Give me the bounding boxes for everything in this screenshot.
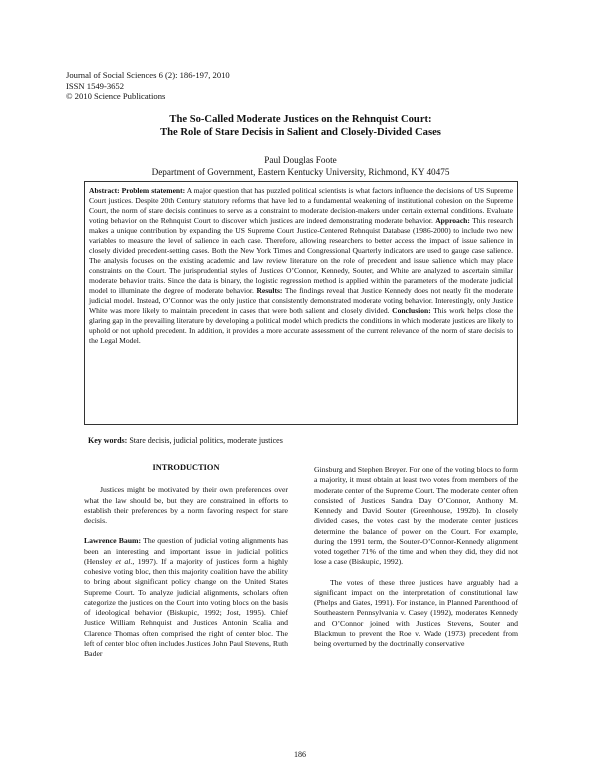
title-line-1: The So-Called Moderate Justices on the Rehnquist Court: [169, 114, 432, 125]
author-block [66, 154, 535, 178]
paragraph-text-continued: , 1997). If a majority of justices form a highly cohesive voting bloc, then this majority coalition have the ability to bring about significant policy change on the United States Supreme Court. To analyze judicial alignments, scholars often categorize the justices on the Court into voting blocs on the basis of ideological behavior (Biskupic, 1992; Jost, 1995). Chief Justice William Rehnquist and Justices Antonin Scalia and Clarence Thomas often comprised the right of center bloc. The left of center bloc often includes Justices John Paul Stevens, Ruth Bader [84, 556, 288, 658]
keywords-text: Stare decisis, judicial politics, moderate justices [129, 436, 283, 445]
body-column-left [84, 463, 288, 659]
keywords-label: Key words: [88, 436, 128, 445]
abstract-box [84, 181, 518, 425]
approach-label: Approach: [435, 216, 470, 225]
paper-title [66, 113, 535, 139]
body-paragraph [84, 536, 288, 659]
paragraph-lead: Lawrence Baum: [84, 536, 142, 546]
journal-citation: Journal of Social Sciences 6 (2): 186-197, 2010 [66, 70, 230, 80]
problem-statement-text: A major question that has puzzled political scientists is what factors influence the decisions of US Supreme Court justices. Despite 20th Century statutory reforms that have led to a fundamental weakening of institutional cohesion on the Supreme Court, the norm of stare decisis continues to serve as a constraint to moderate decision-makers under certain external conditions. Evaluate voting behavior on the Rehnquist Court to discover which justices are indeed demonstrating moderate behavior. [89, 186, 513, 225]
abstract-label: Abstract: [89, 186, 120, 195]
abstract-text [89, 186, 513, 346]
body-paragraph: Ginsburg and Stephen Breyer. For one of the voting blocs to form a majority, it must obtain at least two votes from members of the moderate center of the Supreme Court. The moderate center often consisted of Justices Sandra Day O’Connor, Anthony M. Kennedy and David Souter (Greenhouse, 1992b). In closely divided cases, the votes cast by the moderate center justices determine the balance of power on the Court. For example, during the 1991 term, the Souter-O’Connor-Kennedy alignment voted together 71% of the time and when they did, they did not lose a case (Biskupic, 1992). [314, 465, 518, 567]
problem-statement-label: Problem statement: [121, 186, 186, 195]
epigraph-paragraph: Justices might be motivated by their own preferences over what the law should be, but they are constrained in efforts to establish their preferences by a norm favoring respect for stare decisis. [84, 485, 288, 525]
body-paragraph: The votes of these three justices have arguably had a significant impact on the interpretation of constitutional law (Phelps and Gates, 1991). For instance, in Planned Parenthood of Southeastern Pennsylvania v. Casey (1992), moderates Kennedy and O’Connor joined with Justices Stevens, Souter and Blackmun to prevent the Roe v. Wade (1973) precedent from being overturned by the doctrinally conservative [314, 577, 518, 648]
journal-header [66, 70, 230, 102]
journal-issn: ISSN 1549-3652 [66, 80, 125, 91]
body-column-right [314, 465, 518, 649]
approach-text: This research makes a unique contribution by expanding the US Supreme Court Justice-Centered Rehnquist Database (1986-2000) to include two new variables to measure the level of salience in each case. Therefore, allowing researchers to better access the impact of issue salience in closely divided precedent-setting cases. Both the New York Times and Congressional Quarterly indicators are used to gauge case salience. The analysis focuses on the existing academic and law review literature on the role of precedent and issue salience which may place constraints on the Court. The jurisprudential styles of Justices O’Connor, Kennedy, Souter, and White are analyzed to ascertain similar moderate behavior traits. Since the data is binary, the logistic regression method is applied within the parameters of the moderate judicial model to illuminate the degree of moderate behavior. [89, 216, 513, 295]
keywords [88, 436, 283, 445]
paragraph-text: The question of judicial voting alignments has been an interesting and important issue in judicial politics (Hensley [84, 536, 288, 566]
results-label: Results: [256, 286, 283, 295]
conclusion-label: Conclusion: [392, 306, 431, 315]
introduction-heading: INTRODUCTION [152, 463, 220, 472]
title-line-2: The Role of Stare Decisis in Salient and Closely-Divided Cases [160, 127, 441, 138]
page-number: 186 [294, 750, 306, 759]
et-al: et al. [115, 556, 133, 566]
author-affiliation: Department of Government, Eastern Kentucky University, Richmond, KY 40475 [151, 167, 450, 177]
journal-copyright: © 2010 Science Publications [66, 91, 166, 101]
results-text: The findings reveal that Justice Kennedy does not neatly fit the moderate judicial model. Instead, O’Connor was the only justice that consistently demonstrated moderate voting behavior. Interestingly, only Justice White was more likely to maintain precedent in cases that were both salient and closely divided. [89, 286, 514, 315]
author-name: Paul Douglas Foote [264, 155, 337, 165]
conclusion-text: This work helps close the glaring gap in the prevailing literature by developing a political model which predicts the conditions in which moderate justices are likely to uphold or not uphold precedent. In addition, it provides a more accurate assessment of the current relevance of the norm of stare decisis to the Legal Model. [89, 306, 513, 345]
